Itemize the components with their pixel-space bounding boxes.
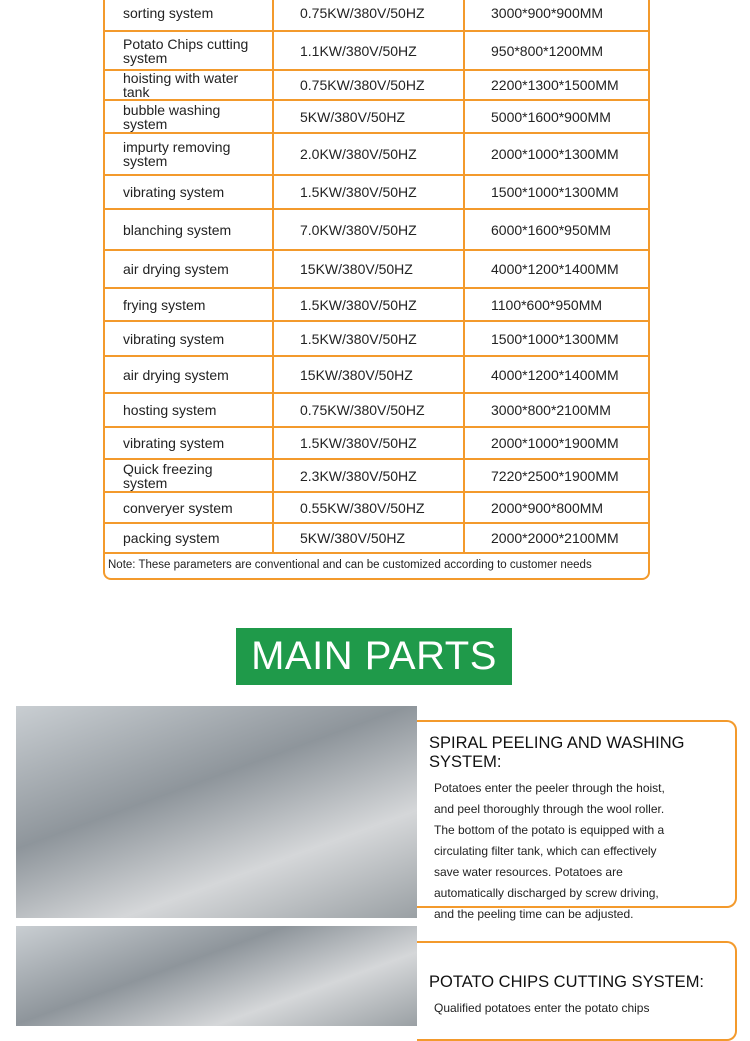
table-note: Note: These parameters are conventional and can be customized according to customer needs	[108, 559, 592, 571]
dimensions-cell: 950*800*1200MM	[491, 42, 604, 59]
dimensions-cell: 1500*1000*1300MM	[491, 330, 619, 347]
table-row	[105, 322, 648, 357]
system-name-cell: air drying system	[105, 251, 274, 287]
power-spec-cell: 5KW/380V/50HZ	[274, 101, 465, 132]
table-row	[105, 176, 648, 210]
system-name-cell: bubble washing system	[105, 101, 274, 132]
dimensions-cell: 1100*600*950MM	[491, 296, 603, 313]
dimensions-cell: 2000*1000*1300MM	[491, 146, 619, 162]
power-spec-cell: 1.1KW/380V/50HZ	[274, 32, 465, 69]
dimensions-cell: 3000*900*900MM	[491, 5, 604, 21]
power-spec-cell: 1.5KW/380V/50HZ	[274, 428, 465, 458]
system-name-cell: blanching system	[105, 210, 274, 249]
table-row	[105, 210, 648, 251]
system-name-cell: vibrating system	[105, 176, 274, 208]
main-parts-banner: MAIN PARTS	[236, 628, 512, 685]
table-row	[105, 428, 648, 460]
table-row	[105, 524, 648, 554]
table-row	[105, 460, 648, 493]
power-spec-cell: 15KW/380V/50HZ	[274, 251, 465, 287]
dimensions-cell: 2000*1000*1900MM	[491, 435, 619, 451]
cutting-system-box	[417, 941, 737, 1041]
system-name-cell: vibrating system	[105, 428, 274, 458]
table-row	[105, 0, 648, 32]
system-name-cell: Quick freezing system	[105, 460, 274, 491]
system-name-cell: packing system	[105, 524, 274, 552]
system-name-cell: Potato Chips cutting system	[105, 32, 274, 69]
dimensions-cell: 2000*900*800MM	[491, 499, 604, 516]
power-spec-cell: 1.5KW/380V/50HZ	[274, 322, 465, 355]
part-description: Qualified potatoes enter the potato chips	[434, 1001, 650, 1015]
table-row	[105, 101, 648, 134]
power-spec-cell: 5KW/380V/50HZ	[274, 524, 465, 552]
system-name-cell: air drying system	[105, 357, 274, 392]
system-name-cell: hosting system	[105, 394, 274, 426]
power-spec-cell: 0.55KW/380V/50HZ	[274, 493, 465, 522]
table-row	[105, 289, 648, 322]
system-name-cell: vibrating system	[105, 322, 274, 355]
power-spec-cell: 2.3KW/380V/50HZ	[274, 460, 465, 491]
system-name-cell: hoisting with water tank	[105, 71, 274, 99]
table-row	[105, 71, 648, 101]
dimensions-cell: 3000*800*2100MM	[491, 402, 611, 418]
dimensions-cell: 2000*2000*2100MM	[491, 530, 619, 546]
cutting-machine-photo	[16, 926, 417, 1026]
peeling-system-box	[417, 720, 737, 921]
dimensions-cell: 5000*1600*900MM	[491, 108, 611, 125]
power-spec-cell: 2.0KW/380V/50HZ	[274, 134, 465, 174]
power-spec-cell: 0.75KW/380V/50HZ	[274, 0, 465, 30]
dimensions-cell: 4000*1200*1400MM	[491, 261, 619, 277]
system-name-cell: frying system	[105, 289, 274, 320]
part-title: SPIRAL PEELING AND WASHING SYSTEM:	[429, 734, 685, 771]
power-spec-cell: 1.5KW/380V/50HZ	[274, 176, 465, 208]
power-spec-cell: 7.0KW/380V/50HZ	[274, 210, 465, 249]
dimensions-cell: 4000*1200*1400MM	[491, 366, 619, 383]
system-name-cell: impurty removing system	[105, 134, 274, 174]
power-spec-cell: 15KW/380V/50HZ	[274, 357, 465, 392]
power-spec-cell: 0.75KW/380V/50HZ	[274, 394, 465, 426]
table-row	[105, 493, 648, 524]
peeling-machine-photo	[16, 706, 417, 918]
table-row	[105, 357, 648, 394]
dimensions-cell: 7220*2500*1900MM	[491, 467, 619, 484]
dimensions-cell: 2200*1300*1500MM	[491, 77, 619, 93]
part-description: Potatoes enter the peeler through the hoist, and peel thoroughly through the wool roller. The bottom of the potato is equipped with a circulating filter tank, which can effectively save water resources. Potatoes are automatically discharged by screw driving, and the peeling time can be adjusted.	[434, 781, 665, 921]
table-row	[105, 394, 648, 428]
table-row	[105, 251, 648, 289]
table-row	[105, 32, 648, 71]
power-spec-cell: 0.75KW/380V/50HZ	[274, 71, 465, 99]
system-name-cell: converyer system	[105, 493, 274, 522]
system-name-cell: sorting system	[105, 0, 274, 30]
parameter-table	[103, 0, 650, 580]
power-spec-cell: 1.5KW/380V/50HZ	[274, 289, 465, 320]
table-row	[105, 134, 648, 176]
part-title: POTATO CHIPS CUTTING SYSTEM:	[429, 973, 705, 991]
dimensions-cell: 1500*1000*1300MM	[491, 184, 619, 200]
dimensions-cell: 6000*1600*950MM	[491, 221, 611, 238]
